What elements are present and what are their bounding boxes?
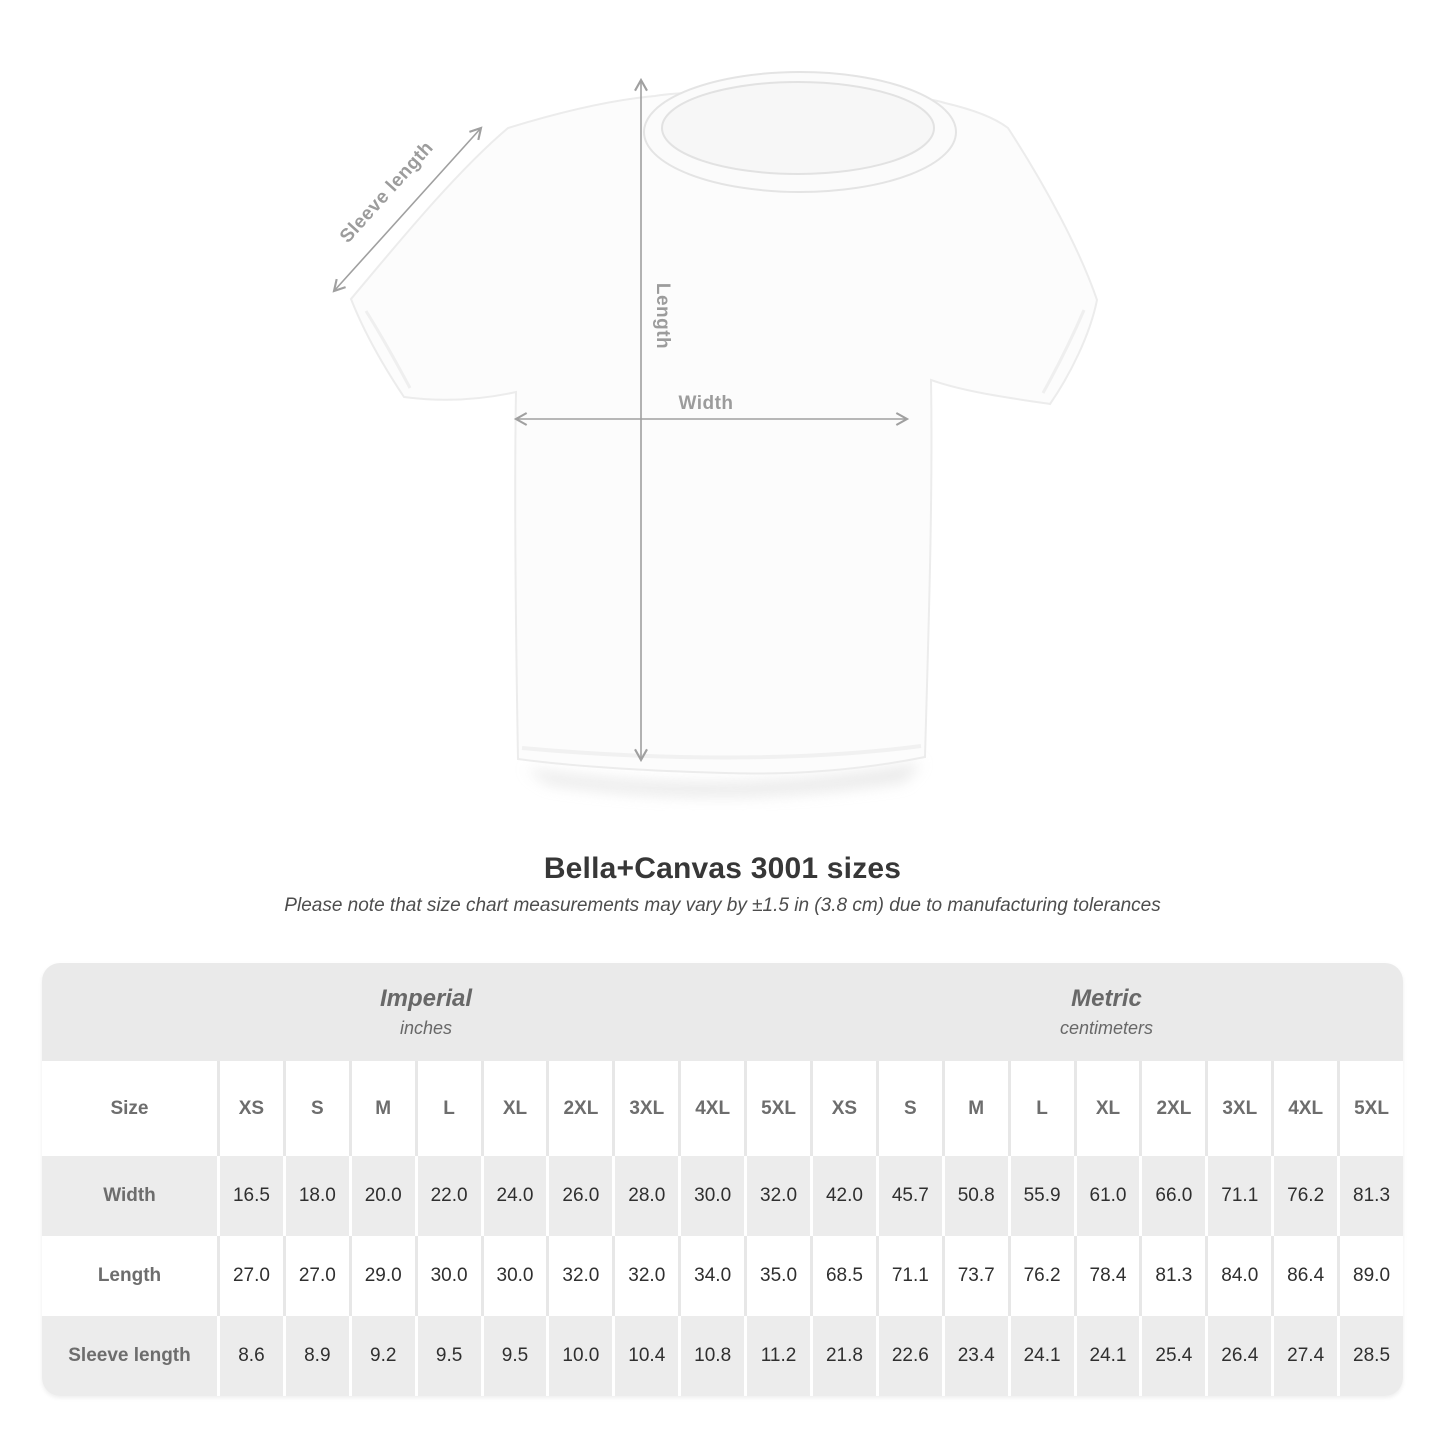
measurement-cell-imperial: 32.0	[546, 1236, 612, 1316]
size-header-metric: XL	[1074, 1061, 1140, 1156]
measurement-cell-metric: 76.2	[1271, 1156, 1337, 1236]
measurement-cell-metric: 66.0	[1139, 1156, 1205, 1236]
size-header-imperial: 5XL	[744, 1061, 810, 1156]
measurement-cell-imperial: 24.0	[481, 1156, 547, 1236]
measurement-cell-metric: 68.5	[810, 1236, 876, 1316]
size-header-imperial: XL	[481, 1061, 547, 1156]
row-label: Length	[42, 1236, 217, 1316]
measurement-cell-metric: 23.4	[942, 1316, 1008, 1396]
sleeve-length-label: Sleeve length	[335, 137, 438, 248]
measurement-cell-imperial: 10.4	[612, 1316, 678, 1396]
size-header-metric: XS	[810, 1061, 876, 1156]
metric-label: Metric	[1071, 985, 1142, 1012]
measurement-cell-imperial: 18.0	[283, 1156, 349, 1236]
measurement-cell-imperial: 34.0	[678, 1236, 744, 1316]
width-label: Width	[678, 393, 734, 414]
measurement-cell-metric: 71.1	[1205, 1156, 1271, 1236]
measurement-cell-imperial: 10.0	[546, 1316, 612, 1396]
measurement-cell-imperial: 30.0	[678, 1156, 744, 1236]
measurement-cell-imperial: 16.5	[217, 1156, 283, 1236]
measurement-cell-metric: 24.1	[1008, 1316, 1074, 1396]
measurement-cell-imperial: 27.0	[283, 1236, 349, 1316]
size-header-metric: M	[942, 1061, 1008, 1156]
measurement-cell-metric: 76.2	[1008, 1236, 1074, 1316]
imperial-sublabel: inches	[399, 1018, 452, 1038]
measurement-cell-imperial: 20.0	[349, 1156, 415, 1236]
collar-inner	[662, 82, 934, 174]
measurement-cell-metric: 73.7	[942, 1236, 1008, 1316]
measurement-cell-imperial: 35.0	[744, 1236, 810, 1316]
size-header-metric: L	[1008, 1061, 1074, 1156]
measurement-cell-metric: 81.3	[1139, 1236, 1205, 1316]
tshirt-body	[351, 91, 1097, 774]
measurement-cell-imperial: 9.5	[481, 1316, 547, 1396]
length-label: Length	[652, 282, 673, 350]
size-header-imperial: 4XL	[678, 1061, 744, 1156]
measurement-cell-metric: 55.9	[1008, 1156, 1074, 1236]
measurement-cell-metric: 78.4	[1074, 1236, 1140, 1316]
size-table	[42, 963, 1403, 1396]
measurement-cell-metric: 24.1	[1074, 1316, 1140, 1396]
measurement-cell-imperial: 30.0	[481, 1236, 547, 1316]
measurement-cell-metric: 61.0	[1074, 1156, 1140, 1236]
measurement-cell-metric: 22.6	[876, 1316, 942, 1396]
measurement-cell-metric: 25.4	[1139, 1316, 1205, 1396]
measurement-cell-imperial: 8.9	[283, 1316, 349, 1396]
measurement-cell-metric: 84.0	[1205, 1236, 1271, 1316]
size-header-imperial: 3XL	[612, 1061, 678, 1156]
measurement-cell-imperial: 28.0	[612, 1156, 678, 1236]
measurement-cell-metric: 89.0	[1337, 1236, 1403, 1316]
page-title: Bella+Canvas 3001 sizes	[543, 852, 902, 885]
measurement-cell-metric: 45.7	[876, 1156, 942, 1236]
measurement-cell-metric: 86.4	[1271, 1236, 1337, 1316]
measurement-cell-metric: 21.8	[810, 1316, 876, 1396]
imperial-unit-header	[42, 963, 810, 1061]
size-header-imperial: 2XL	[546, 1061, 612, 1156]
measurement-cell-imperial: 29.0	[349, 1236, 415, 1316]
measurement-cell-metric: 26.4	[1205, 1316, 1271, 1396]
size-header-imperial: XS	[217, 1061, 283, 1156]
imperial-label: Imperial	[379, 985, 473, 1012]
measurement-cell-imperial: 32.0	[612, 1236, 678, 1316]
size-header-imperial: L	[415, 1061, 481, 1156]
size-header-metric: 2XL	[1139, 1061, 1205, 1156]
measurement-cell-metric: 28.5	[1337, 1316, 1403, 1396]
measurement-cell-imperial: 9.5	[415, 1316, 481, 1396]
row-label: Sleeve length	[42, 1316, 217, 1396]
measurement-cell-imperial: 27.0	[217, 1236, 283, 1316]
measurement-cell-imperial: 8.6	[217, 1316, 283, 1396]
size-header-metric: 5XL	[1337, 1061, 1403, 1156]
size-header-metric: 3XL	[1205, 1061, 1271, 1156]
metric-sublabel: centimeters	[1059, 1018, 1153, 1038]
size-column-header: Size	[42, 1061, 217, 1156]
measurement-cell-imperial: 30.0	[415, 1236, 481, 1316]
metric-unit-header	[810, 963, 1403, 1061]
measurement-cell-metric: 27.4	[1271, 1316, 1337, 1396]
measurement-cell-metric: 42.0	[810, 1156, 876, 1236]
measurement-cell-imperial: 10.8	[678, 1316, 744, 1396]
size-header-metric: 4XL	[1271, 1061, 1337, 1156]
row-label: Width	[42, 1156, 217, 1236]
measurement-cell-imperial: 9.2	[349, 1316, 415, 1396]
tolerance-note: Please note that size chart measurements may vary by ±1.5 in (3.8 cm) due to manufacturing tolerances	[284, 895, 1161, 916]
measurement-cell-metric: 50.8	[942, 1156, 1008, 1236]
size-header-metric: S	[876, 1061, 942, 1156]
measurement-cell-imperial: 26.0	[546, 1156, 612, 1236]
size-header-imperial: S	[283, 1061, 349, 1156]
size-header-imperial: M	[349, 1061, 415, 1156]
measurement-cell-imperial: 22.0	[415, 1156, 481, 1236]
measurement-cell-metric: 81.3	[1337, 1156, 1403, 1236]
measurement-cell-metric: 71.1	[876, 1236, 942, 1316]
measurement-cell-imperial: 32.0	[744, 1156, 810, 1236]
measurement-cell-imperial: 11.2	[744, 1316, 810, 1396]
